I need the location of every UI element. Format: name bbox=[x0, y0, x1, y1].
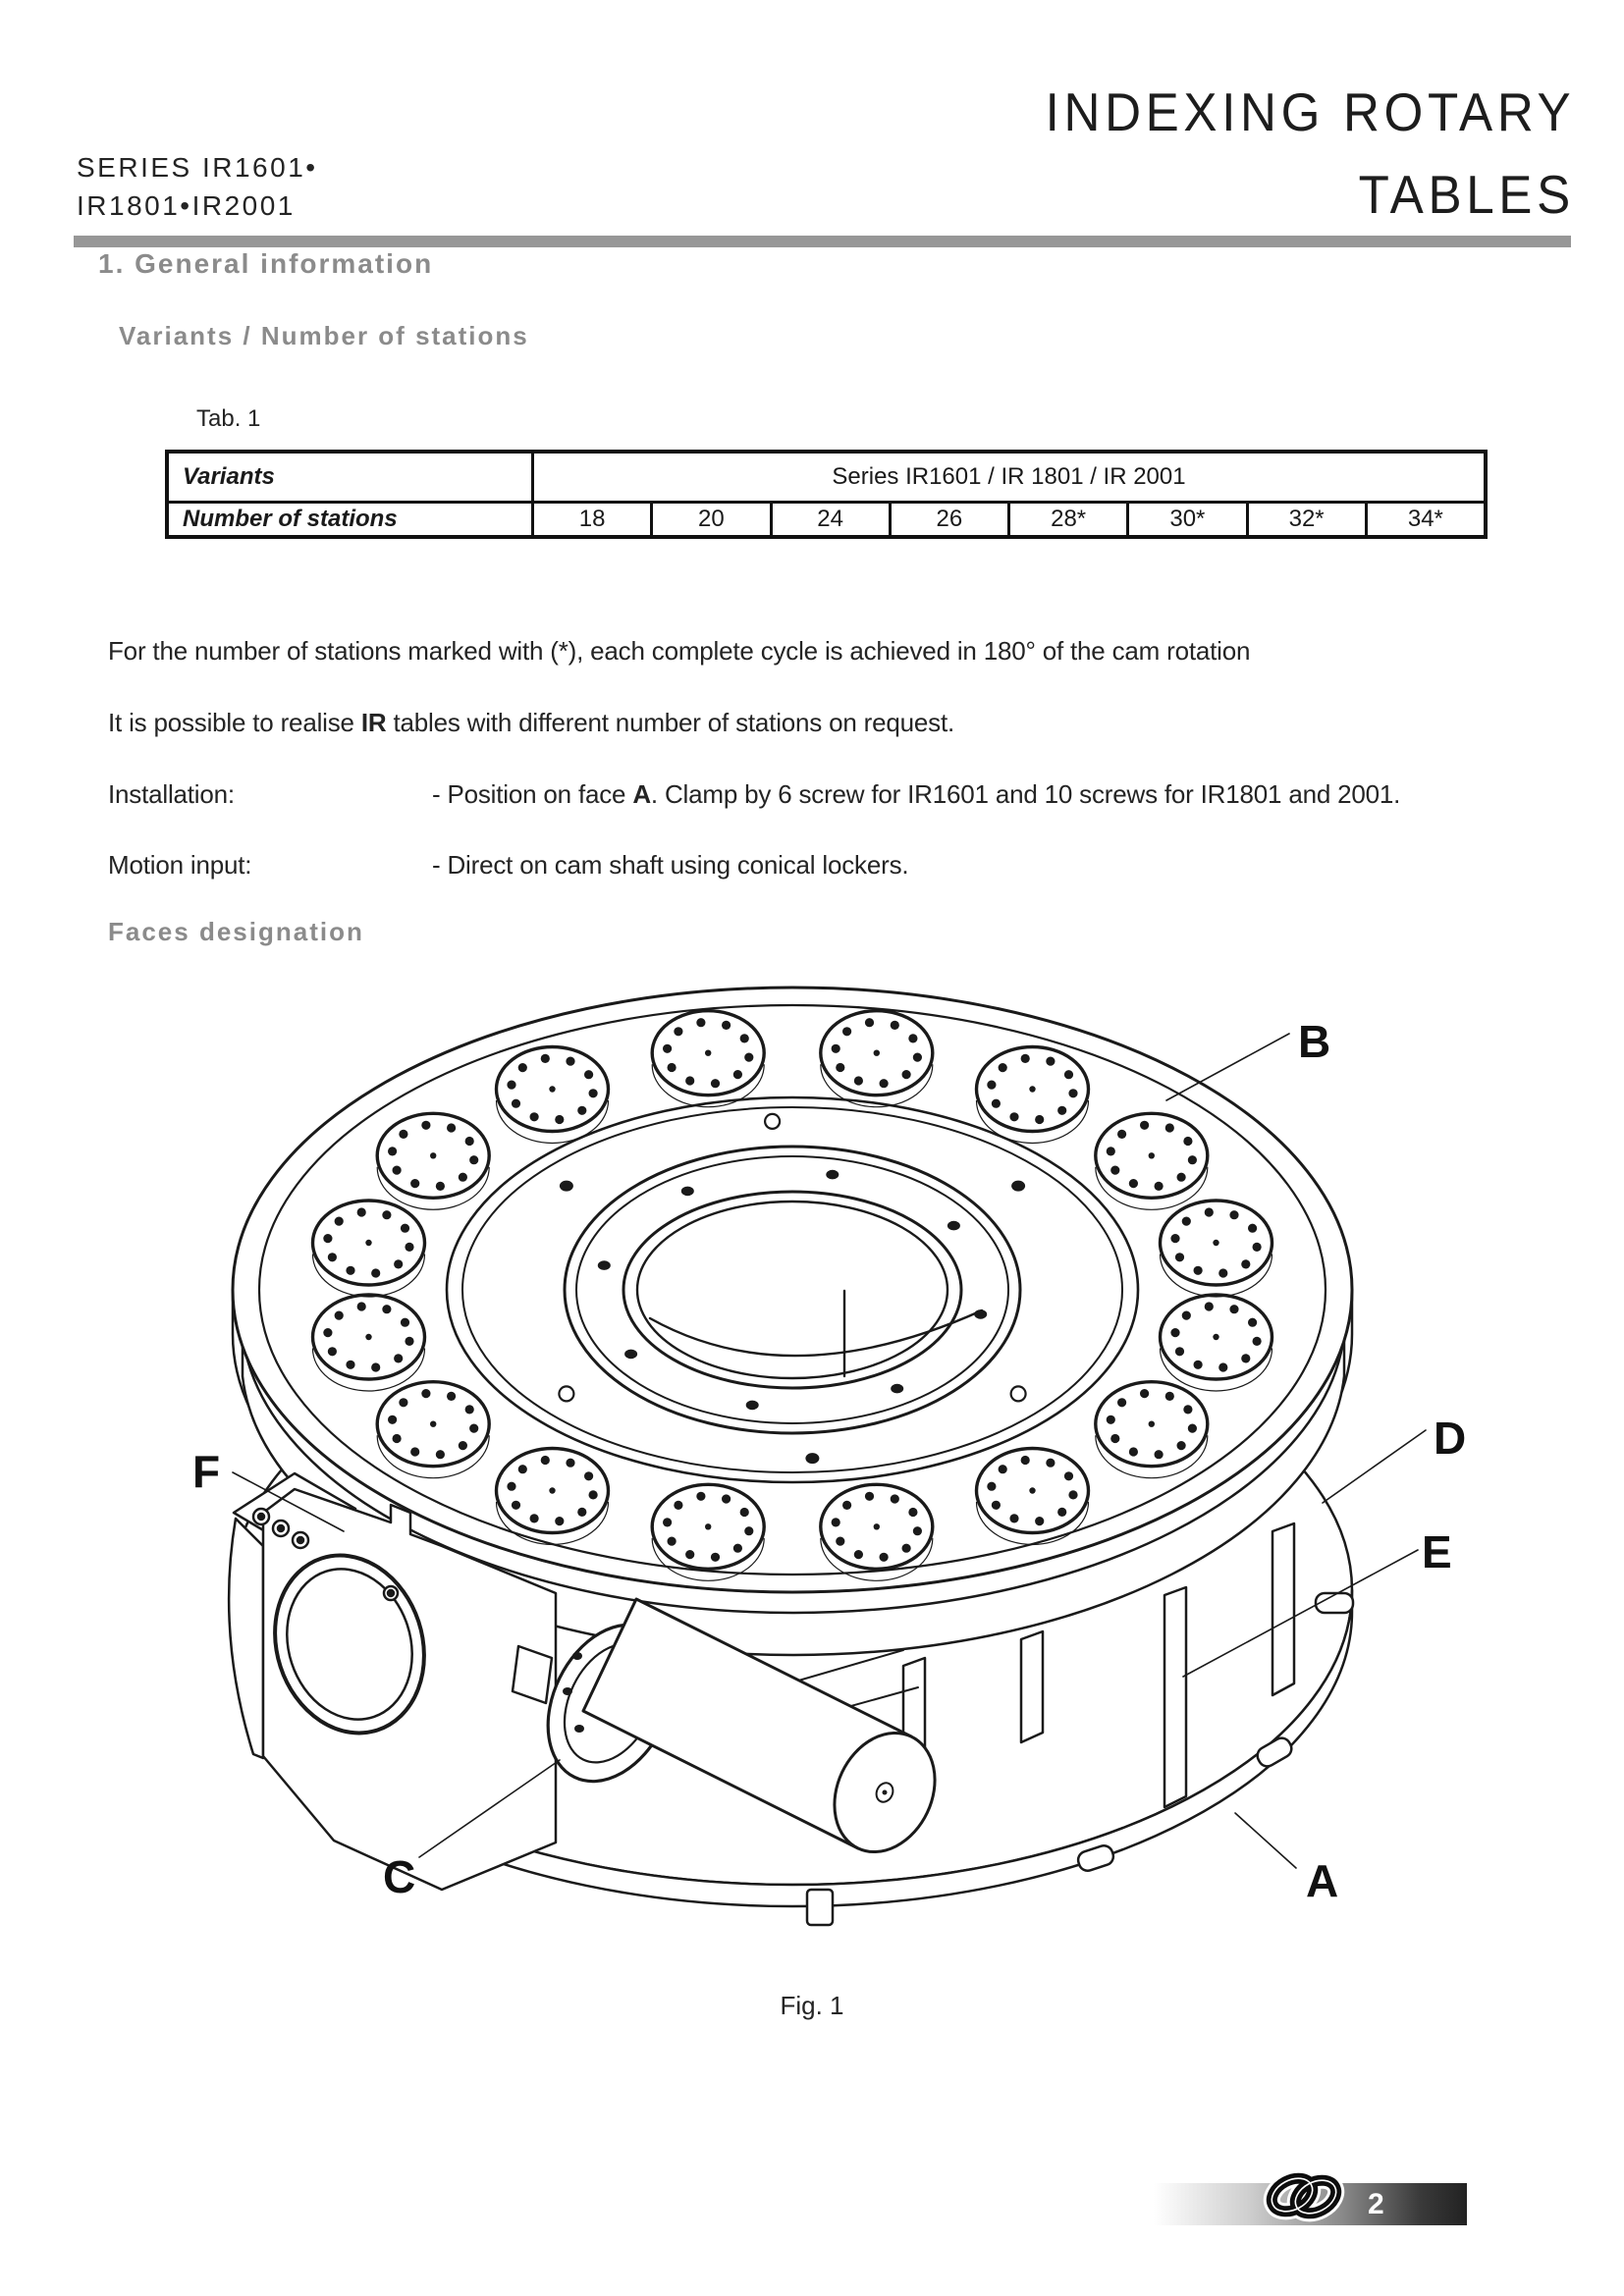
doc-title-line-2: TABLES bbox=[1358, 164, 1575, 225]
station-count-cell: 30* bbox=[1126, 504, 1245, 535]
table-caption: Tab. 1 bbox=[196, 405, 261, 432]
station-count-cell: 18 bbox=[531, 504, 650, 535]
request-part: It is possible to realise bbox=[108, 708, 361, 737]
rotary-table-figure bbox=[0, 957, 1624, 1998]
motion-label: Motion input: bbox=[108, 850, 252, 880]
series-line-2: IR1801•IR2001 bbox=[77, 190, 296, 221]
installation-label: Installation: bbox=[108, 779, 235, 809]
face-label-D: D bbox=[1434, 1413, 1467, 1464]
figure-caption: Fig. 1 bbox=[780, 1991, 844, 2020]
station-count-cell: 24 bbox=[770, 504, 889, 535]
doc-title-line-1: INDEXING ROTARY bbox=[1045, 81, 1575, 142]
installation-part: - Position on face bbox=[432, 779, 633, 809]
note-paragraph: For the number of stations marked with (*), each complete cycle is achieved in 180° of the cam rotation bbox=[108, 636, 1251, 666]
page-number: 2 bbox=[1368, 2188, 1384, 2220]
section-heading: 1. General information bbox=[98, 248, 434, 279]
table-series-header: Series IR1601 / IR 1801 / IR 2001 bbox=[531, 454, 1484, 504]
station-count-cell: 20 bbox=[650, 504, 769, 535]
request-part-bold: IR bbox=[360, 708, 387, 737]
installation-part: . Clamp by 6 screw for IR1601 and 10 screws for IR1801 and 2001. bbox=[650, 779, 1401, 809]
station-count-cell: 28* bbox=[1007, 504, 1126, 535]
station-count-cell: 26 bbox=[889, 504, 1007, 535]
table-variants-label: Variants bbox=[169, 454, 531, 504]
faces-heading: Faces designation bbox=[108, 917, 364, 946]
face-label-C: C bbox=[383, 1851, 416, 1902]
request-part: tables with different number of stations on request. bbox=[386, 708, 955, 737]
motion-desc: - Direct on cam shaft using conical lockers. bbox=[432, 850, 909, 880]
installation-part-bold: A bbox=[632, 779, 651, 809]
center-boss bbox=[565, 1147, 1020, 1433]
section-subheading: Variants / Number of stations bbox=[119, 321, 529, 350]
variants-table bbox=[165, 450, 1488, 539]
series-line-1: SERIES IR1601• bbox=[77, 152, 318, 183]
face-label-B: B bbox=[1298, 1016, 1331, 1067]
knot-logo bbox=[1253, 2158, 1357, 2232]
request-paragraph bbox=[108, 708, 954, 738]
housing-plate bbox=[513, 1646, 552, 1703]
face-label-F: F bbox=[192, 1446, 221, 1497]
face-label-A: A bbox=[1306, 1855, 1339, 1906]
header-rule bbox=[74, 236, 1571, 247]
table-row-label: Number of stations bbox=[183, 506, 398, 532]
station-count-cell: 34* bbox=[1365, 504, 1484, 535]
face-label-E: E bbox=[1422, 1526, 1452, 1577]
station-count-cell: 32* bbox=[1246, 504, 1365, 535]
installation-desc bbox=[432, 779, 1400, 810]
